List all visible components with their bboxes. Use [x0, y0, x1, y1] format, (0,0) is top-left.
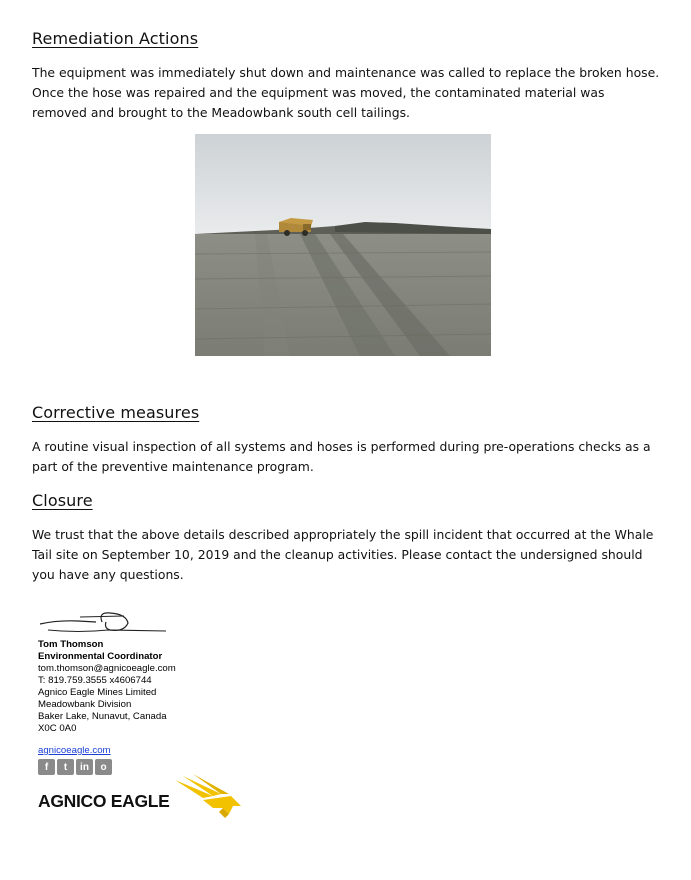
other-social-icon[interactable]: o [95, 759, 112, 775]
facebook-icon[interactable]: f [38, 759, 55, 775]
social-icons [38, 759, 112, 775]
remediation-heading: Remediation Actions [32, 29, 199, 48]
signatory-email[interactable]: tom.thomson@agnicoeagle.com [38, 663, 176, 674]
remediation-text: The equipment was immediately shut down and maintenance was called to replace the broken hose. Once the hose was repaired and the equipment was moved, the contaminated material was removed and brought to the Meadowbank south cell tailings. [32, 65, 660, 120]
closure-heading: Closure [32, 491, 93, 510]
postal-code: X0C 0A0 [38, 723, 77, 734]
eagle-logo-icon [173, 774, 243, 820]
signatory-phone: T: 819.759.3555 x4606744 [38, 675, 152, 686]
signature-block [38, 639, 176, 735]
corrective-heading: Corrective measures [32, 403, 200, 422]
twitter-icon[interactable]: t [57, 759, 74, 775]
linkedin-icon[interactable]: in [76, 759, 93, 775]
corrective-text: A routine visual inspection of all systems and hoses is performed during pre-operations checks as a part of the preventive maintenance program. [32, 439, 651, 474]
company-name: Agnico Eagle Mines Limited [38, 687, 157, 698]
signatory-name: Tom Thomson [38, 639, 104, 650]
haul-truck-photo [195, 134, 491, 356]
website-link[interactable]: agnicoeagle.com [38, 745, 111, 756]
city-line: Baker Lake, Nunavut, Canada [38, 711, 167, 722]
handwritten-signature [38, 606, 168, 636]
company-logo-text: AGNICO EAGLE [38, 791, 170, 811]
signatory-title: Environmental Coordinator [38, 651, 163, 662]
closure-text: We trust that the above details described appropriately the spill incident that occurred at the Whale Tail site on September 10, 2019 and the cleanup activities. Please contact the undersigned should you have any questions. [32, 527, 654, 582]
division-name: Meadowbank Division [38, 699, 132, 710]
